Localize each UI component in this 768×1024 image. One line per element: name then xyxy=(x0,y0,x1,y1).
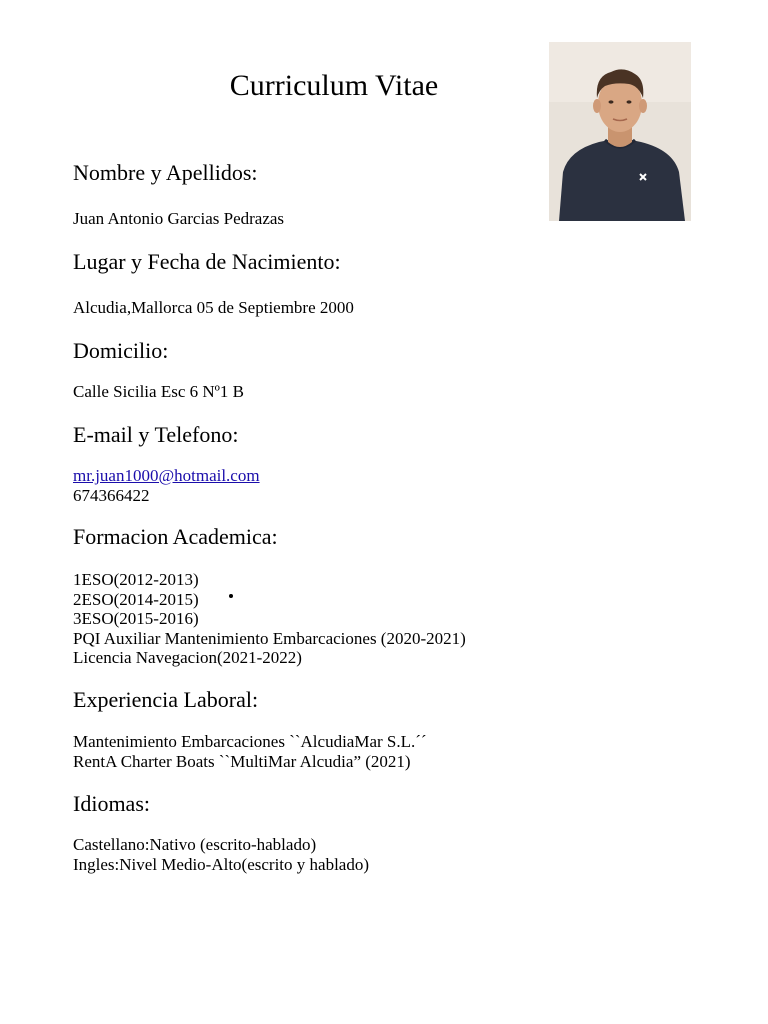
list-item: 2ESO(2014-2015) xyxy=(73,589,199,609)
heading-experiencia: Experiencia Laboral: xyxy=(73,687,259,712)
value-domicilio: Calle Sicilia Esc 6 Nº1 B xyxy=(73,382,244,401)
list-item: 1ESO(2012-2013) xyxy=(73,570,199,589)
heading-nombre: Nombre y Apellidos: xyxy=(73,160,258,185)
list-item: 3ESO(2015-2016) xyxy=(73,609,199,629)
list-item: Castellano:Nativo (escrito-hablado) xyxy=(73,835,317,854)
email-link[interactable]: mr.juan1000@hotmail.com xyxy=(73,466,260,485)
document-title: Curriculum Vitae xyxy=(229,69,439,102)
formacion-list xyxy=(73,570,466,668)
heading-domicilio: Domicilio: xyxy=(73,338,169,363)
value-nombre: Juan Antonio Garcias Pedrazas xyxy=(73,209,285,228)
list-item: PQI Auxiliar Mantenimiento Embarcaciones (2020-2021) xyxy=(73,628,466,648)
list-item: Ingles:Nivel Medio-Alto(escrito y hablado) xyxy=(73,854,370,874)
stray-dot xyxy=(229,594,233,598)
person-photo-icon xyxy=(549,42,691,221)
phone-number: 674366422 xyxy=(73,486,150,505)
list-item: Licencia Navegacion(2021-2022) xyxy=(73,648,302,668)
heading-contacto: E-mail y Telefono: xyxy=(73,422,239,447)
experiencia-list xyxy=(73,732,427,771)
profile-photo xyxy=(549,42,691,221)
heading-idiomas: Idiomas: xyxy=(73,791,150,816)
heading-nacimiento: Lugar y Fecha de Nacimiento: xyxy=(73,249,341,274)
value-nacimiento: Alcudia,Mallorca 05 de Septiembre 2000 xyxy=(73,298,354,317)
list-item: RentA Charter Boats ``MultiMar Alcudia” (2021) xyxy=(73,751,411,771)
idiomas-list xyxy=(73,835,369,874)
heading-formacion: Formacion Academica: xyxy=(73,524,278,549)
email-link-row xyxy=(73,466,260,486)
list-item: Mantenimiento Embarcaciones ``AlcudiaMar S.L.´´ xyxy=(73,732,427,751)
